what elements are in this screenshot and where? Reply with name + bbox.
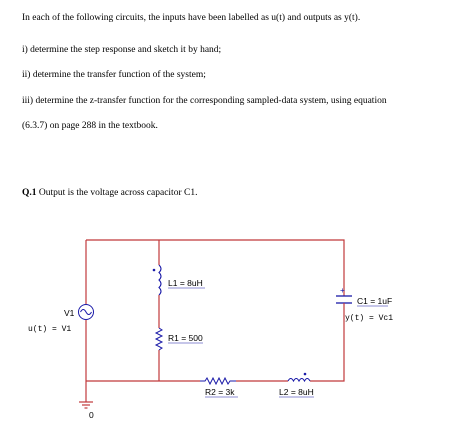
- question-number: Q.1: [22, 188, 37, 198]
- input-label: u(t) = V1: [28, 325, 72, 334]
- question-text: Output is the voltage across capacitor C1.: [36, 188, 198, 198]
- resistor-r1: [156, 328, 203, 350]
- item-transfer-function: ii) determine the transfer function of the system;: [22, 70, 206, 80]
- item-step-response: i) determine the step response and sketch it by hand;: [22, 45, 222, 55]
- circuit-wires: [86, 240, 344, 402]
- inductor-l2: [279, 373, 314, 397]
- inductor-l1: [153, 265, 205, 295]
- intro-text: In each of the following circuits, the inputs have been labelled as u(t) and outputs as y(t).: [22, 13, 361, 23]
- capacitor-c1: [336, 285, 393, 323]
- inductor-l1-label: L1 = 8uH: [168, 278, 203, 288]
- item-z-transfer: iii) determine the z-transfer function for the corresponding sampled-data system, using equation: [22, 96, 387, 106]
- item-z-transfer-cont: (6.3.7) on page 288 in the textbook.: [22, 121, 158, 131]
- inductor-l2-label: L2 = 8uH: [279, 387, 314, 397]
- capacitor-label: C1 = 1uF: [357, 296, 393, 306]
- resistor-r2: [200, 378, 238, 397]
- polarity-dot: [304, 373, 307, 376]
- ground-icon: [79, 402, 94, 420]
- svg-text:+: +: [340, 285, 345, 295]
- source-label: V1: [64, 308, 75, 318]
- voltage-source-v1: [28, 305, 94, 335]
- polarity-dot: [153, 269, 156, 272]
- output-label: y(t) = Vc1: [345, 314, 394, 323]
- ground-label: 0: [89, 410, 94, 420]
- resistor-r1-label: R1 = 500: [168, 333, 203, 343]
- resistor-r2-label: R2 = 3k: [205, 387, 235, 397]
